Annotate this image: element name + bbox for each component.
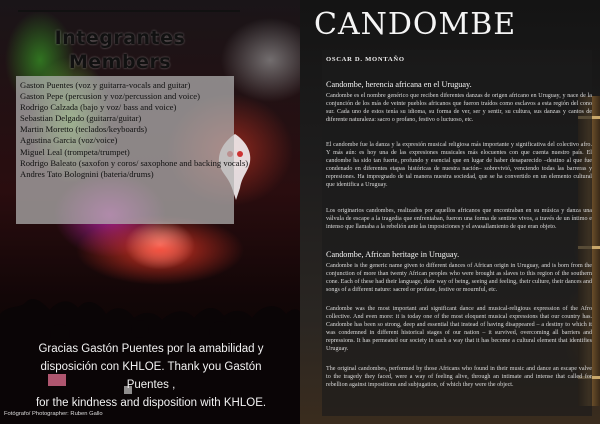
paragraph-english-3: The original candombes, performed by those Africans who found in their music and dance an escape valve to the tragedy they faced, were a way of feeling alive, through an intimate and intense that called for rebellion against impositions and subjugation, of which they were the object.: [326, 366, 592, 389]
members-list-box: [16, 76, 249, 224]
thanks-line-2: disposición con KHLOE. Thank you Gastón Puentes ,: [40, 361, 262, 391]
section-title-english: Candombe, African heritage in Uruguay.: [326, 250, 460, 259]
members-list: [16, 76, 249, 180]
section-title-spanish: Candombe, herencia africana en el Uruguay.: [326, 80, 472, 89]
title-english: Members: [68, 51, 172, 73]
member-item: Martin Moretto (teclados/keyboards): [20, 124, 147, 135]
paragraph-english-1: Candombe is the generic name given to different dances of African origin in Uruguay, and is born from the conjunction of more than twenty African peoples who were brought as slaves to this region of the southern cone. Each of these had their language, their way of being, seeing and feeling, their culture, their dances and songs of a different nature: sacred or profane, festive or mournful, etc.: [326, 263, 592, 294]
member-item: Rodrigo Baleato (saxofon y coros/ saxophone and backing vocals): [20, 157, 249, 168]
member-item: Andres Tato Bolognini (bateria/drums): [20, 168, 154, 179]
paragraph-spanish-2: El candombe fue la danza y la expresión musical religiosa más importante y significativa del colectivo afro. Y más aún: es hoy una de las expresiones musicales más elocuentes con que cuenta nuestro país. El candombe ha sido tan fuerte, profundo y esencial que en lugar de haber desaparecido –destino al que fue condenado en diferentes etapas históricas de nuestra nación– sobrevivió, venciendo todas las barreras y represiones. Ha impregnado de tal manera nuestra sociedad, que se ha convertido en un elemento cultural que identifica a Uruguay.: [326, 142, 592, 189]
top-rule: [18, 10, 240, 12]
member-item: Rodrigo Calzada (bajo y voz/ bass and voice): [20, 102, 177, 113]
paragraph-english-2: Candombe was the most important and significant dance and musical-religious expression of the Afro collective. And even more: it is today one of the most eloquent musical expressions that our country has. Candombe has been so strong, deep and essential that instead of having disappeared – a destiny to which it was condemned in different historical stages of our nation – it survived, overcoming all barriers and repressions. It has permeated our society in such a way that it has become a cultural element that identifies Uruguay.: [326, 306, 592, 353]
thanks-message: [20, 340, 282, 412]
title-spanish: Integrantes: [54, 27, 186, 49]
thanks-line-3: for the kindness and disposition with KHLOE.: [35, 397, 267, 409]
member-item: Miguel Leal (trompeta/trumpet): [20, 146, 130, 157]
member-item: Gaston Puentes (voz y guitarra-vocals and guitar): [20, 80, 191, 90]
photo-credit: Fotógrafo/ Photographer: Ruben Gallo: [4, 411, 103, 417]
thanks-line-1: Gracias Gastón Puentes por la amabilidad y: [38, 343, 264, 355]
article-heading: CANDOMBE: [314, 7, 517, 42]
article-author: OSCAR D. MONTAÑO: [326, 56, 405, 63]
article-text-box: [322, 50, 592, 416]
paragraph-spanish-1: Candombe es el nombre genérico que reciben diferentes danzas de origen africano en Uruguay, y nace de la conjunción de los más de veinte pueblos africanos que fueron traídos como esclavos a esta región del cono sur. Cada uno de estos tenía su idioma, su forma de ver, ser y sentir, su cultura, sus danzas y cantos de diferente naturaleza: sacro o profano, festivo o luctuoso, etc.: [326, 93, 592, 124]
member-item: Agustina Garcia (voz/voice): [20, 135, 118, 146]
members-title: [40, 26, 200, 74]
member-item: Sebastian Delgado (guitarra/guitar): [20, 113, 142, 124]
right-page-article: [300, 0, 600, 424]
member-item: Gaston Pepe (percusion y voz/percussion and voice): [20, 91, 200, 102]
paragraph-spanish-3: Los originarios candombes, realizados por aquellos africanos que encontraban en su música y danza una válvula de escape a la tragedia que enfrentaban, fueron una forma de sentirse vivos, a través de un íntimo e intenso que llamaba a la rebelión ante las imposiciones y el avasallamiento de que eran objeto.: [326, 208, 592, 231]
